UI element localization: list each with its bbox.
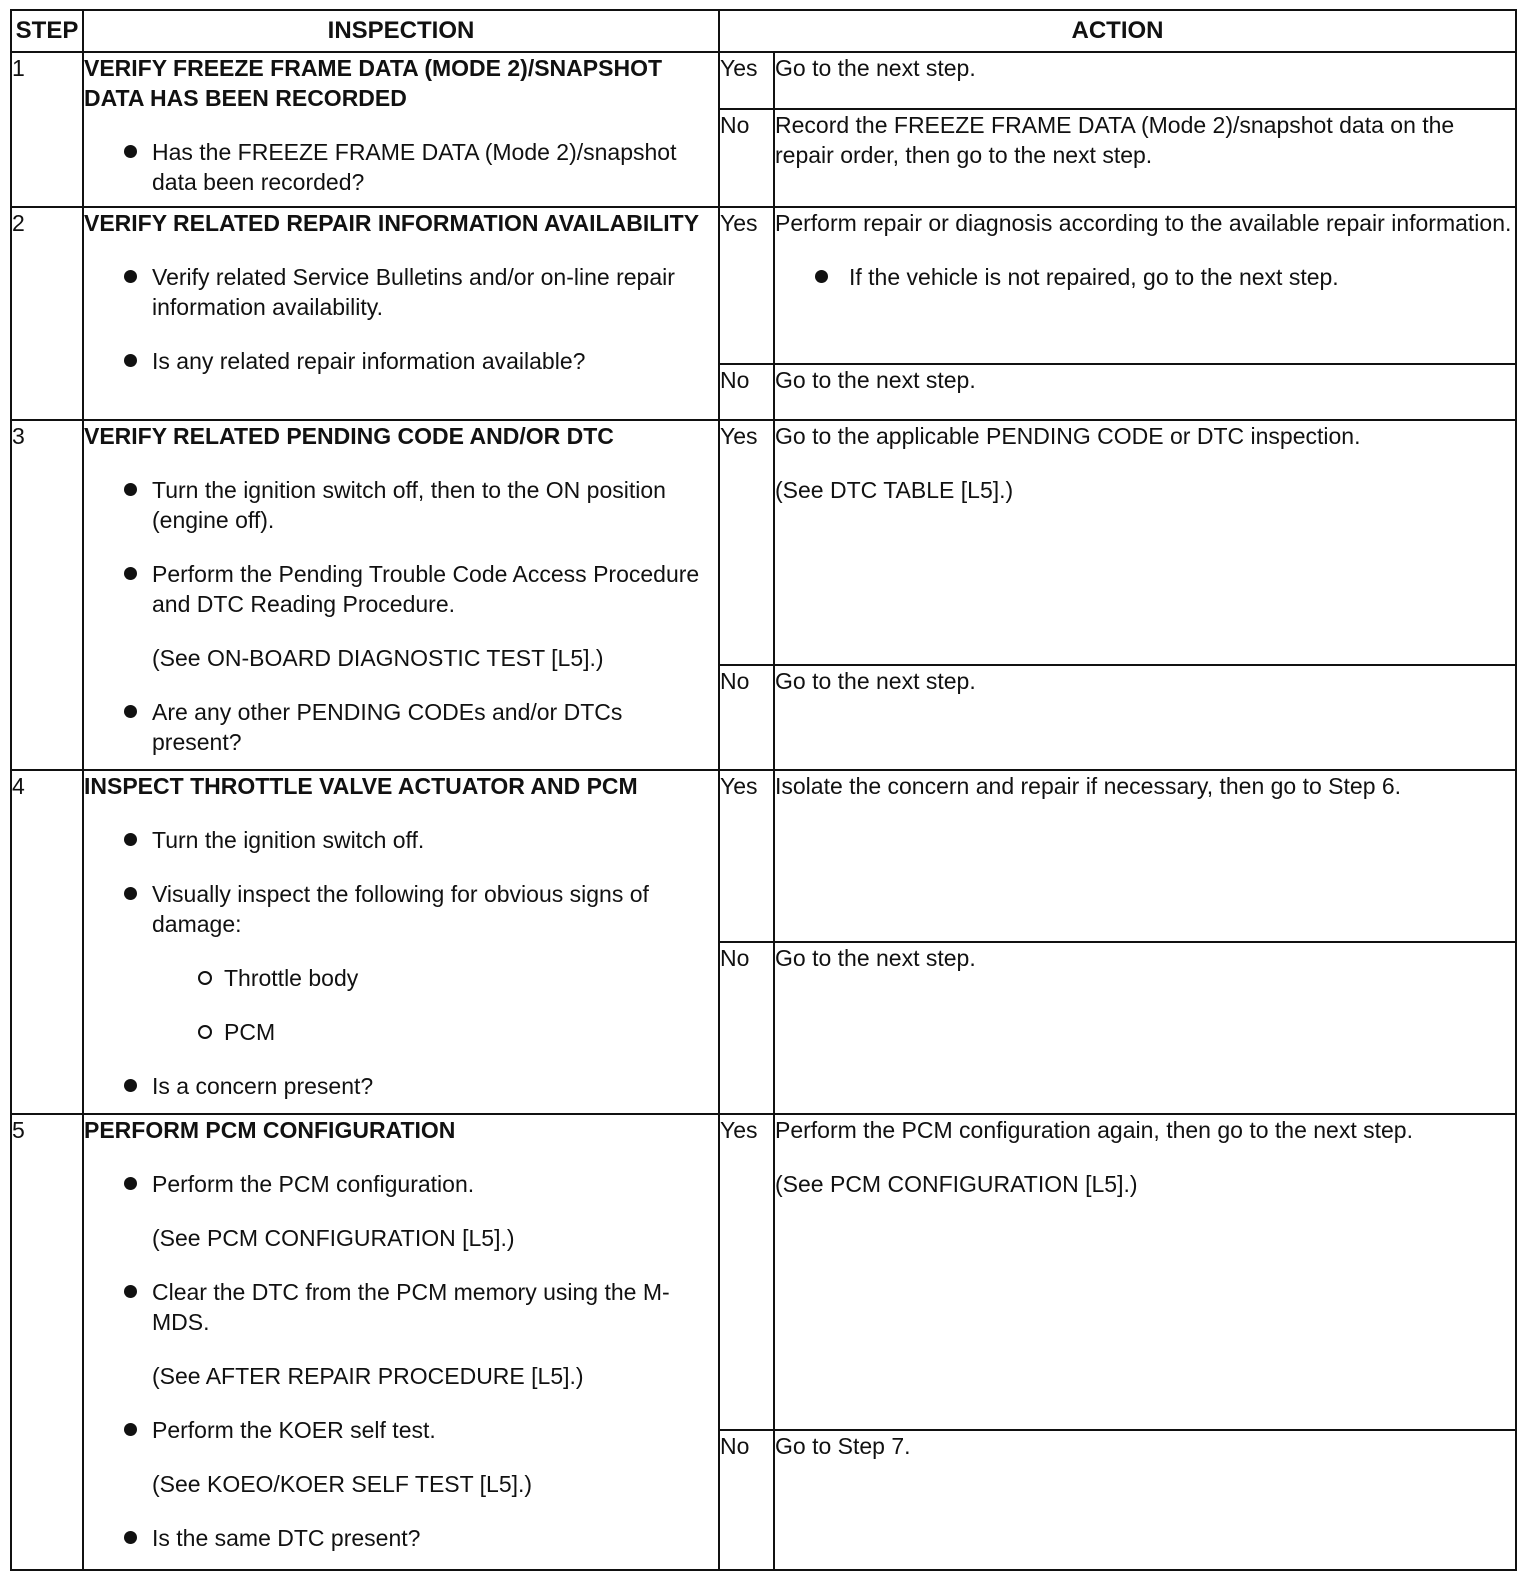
no-label: No bbox=[719, 665, 774, 770]
inspection-subitem: PCM bbox=[84, 1017, 718, 1047]
inspection-title: VERIFY RELATED PENDING CODE AND/OR DTC bbox=[84, 423, 614, 449]
diagnostic-procedure-sheet bbox=[10, 9, 1515, 1571]
reference-note: (See ON-BOARD DIAGNOSTIC TEST [L5].) bbox=[152, 645, 604, 671]
inspection-title: INSPECT THROTTLE VALVE ACTUATOR AND PCM bbox=[84, 773, 638, 799]
inspection-table bbox=[10, 9, 1517, 1571]
bullet-icon bbox=[124, 483, 137, 496]
inspection-item: Perform the PCM configuration. bbox=[84, 1169, 718, 1199]
inspection-item: Is any related repair information available? bbox=[84, 346, 718, 376]
no-action: Go to Step 7. bbox=[774, 1430, 1516, 1570]
bullet-icon bbox=[124, 705, 137, 718]
inspection-item: Turn the ignition switch off, then to the ON position (engine off). bbox=[84, 475, 718, 535]
no-label: No bbox=[719, 109, 774, 207]
table-row bbox=[11, 1114, 1516, 1430]
yes-action: Perform the PCM configuration again, then go to the next step. (See PCM CONFIGURATION [L5].) bbox=[774, 1114, 1516, 1430]
yes-label: Yes bbox=[719, 52, 774, 109]
bullet-icon bbox=[124, 887, 137, 900]
table-row bbox=[11, 207, 1516, 364]
table-row bbox=[11, 770, 1516, 942]
header-action: ACTION bbox=[719, 10, 1516, 52]
bullet-icon bbox=[815, 270, 828, 283]
inspection-cell bbox=[83, 52, 719, 207]
inspection-subitem: Throttle body bbox=[84, 963, 718, 993]
bullet-icon bbox=[124, 833, 137, 846]
table-row bbox=[11, 52, 1516, 109]
yes-label: Yes bbox=[719, 420, 774, 665]
step-number: 3 bbox=[11, 420, 83, 770]
no-label: No bbox=[719, 942, 774, 1114]
inspection-item: Are any other PENDING CODEs and/or DTCs present? bbox=[84, 697, 718, 757]
no-action: Go to the next step. bbox=[774, 942, 1516, 1114]
inspection-title: VERIFY RELATED REPAIR INFORMATION AVAILABILITY bbox=[84, 210, 700, 236]
table-header-row bbox=[11, 10, 1516, 52]
inspection-item: Visually inspect the following for obvious signs of damage: bbox=[84, 879, 718, 939]
reference-note: (See PCM CONFIGURATION [L5].) bbox=[775, 1171, 1138, 1197]
inspection-item: Turn the ignition switch off. bbox=[84, 825, 718, 855]
reference-note: (See DTC TABLE [L5].) bbox=[775, 477, 1014, 503]
action-bullet: If the vehicle is not repaired, go to the next step. bbox=[775, 262, 1515, 292]
no-label: No bbox=[719, 364, 774, 420]
inspection-item: Has the FREEZE FRAME DATA (Mode 2)/snapshot data been recorded? bbox=[84, 137, 718, 197]
yes-action: Go to the next step. bbox=[774, 52, 1516, 109]
inspection-title: VERIFY FREEZE FRAME DATA (MODE 2)/SNAPSHOT DATA HAS BEEN RECORDED bbox=[84, 55, 663, 111]
inspection-item: Perform the Pending Trouble Code Access Procedure and DTC Reading Procedure. bbox=[84, 559, 718, 619]
no-action: Record the FREEZE FRAME DATA (Mode 2)/snapshot data on the repair order, then go to the next step. bbox=[774, 109, 1516, 207]
hollow-bullet-icon bbox=[198, 971, 212, 985]
step-number: 2 bbox=[11, 207, 83, 420]
inspection-cell bbox=[83, 207, 719, 420]
header-step: STEP bbox=[11, 10, 83, 52]
bullet-icon bbox=[124, 1423, 137, 1436]
reference-note: (See AFTER REPAIR PROCEDURE [L5].) bbox=[152, 1363, 584, 1389]
inspection-item: Clear the DTC from the PCM memory using the M-MDS. bbox=[84, 1277, 718, 1337]
bullet-icon bbox=[124, 270, 137, 283]
inspection-item: Is a concern present? bbox=[84, 1071, 718, 1101]
bullet-icon bbox=[124, 354, 137, 367]
bullet-icon bbox=[124, 567, 137, 580]
inspection-title: PERFORM PCM CONFIGURATION bbox=[84, 1117, 456, 1143]
step-number: 4 bbox=[11, 770, 83, 1114]
inspection-item: Is the same DTC present? bbox=[84, 1523, 718, 1553]
table-row bbox=[11, 420, 1516, 665]
yes-action: Isolate the concern and repair if necessary, then go to Step 6. bbox=[774, 770, 1516, 942]
yes-label: Yes bbox=[719, 207, 774, 364]
yes-label: Yes bbox=[719, 770, 774, 942]
step-number: 5 bbox=[11, 1114, 83, 1570]
inspection-item: Verify related Service Bulletins and/or on-line repair information availability. bbox=[84, 262, 718, 322]
bullet-icon bbox=[124, 1079, 137, 1092]
yes-action: Perform repair or diagnosis according to the available repair information. If the vehicle is not repaired, go to the next step. bbox=[774, 207, 1516, 364]
step-number: 1 bbox=[11, 52, 83, 207]
inspection-cell bbox=[83, 1114, 719, 1570]
bullet-icon bbox=[124, 1177, 137, 1190]
bullet-icon bbox=[124, 145, 137, 158]
no-action: Go to the next step. bbox=[774, 364, 1516, 420]
reference-note: (See PCM CONFIGURATION [L5].) bbox=[152, 1225, 515, 1251]
hollow-bullet-icon bbox=[198, 1025, 212, 1039]
header-inspection: INSPECTION bbox=[83, 10, 719, 52]
no-action: Go to the next step. bbox=[774, 665, 1516, 770]
yes-action: Go to the applicable PENDING CODE or DTC inspection. (See DTC TABLE [L5].) bbox=[774, 420, 1516, 665]
bullet-icon bbox=[124, 1285, 137, 1298]
inspection-item: Perform the KOER self test. bbox=[84, 1415, 718, 1445]
yes-label: Yes bbox=[719, 1114, 774, 1430]
bullet-icon bbox=[124, 1531, 137, 1544]
inspection-cell bbox=[83, 420, 719, 770]
no-label: No bbox=[719, 1430, 774, 1570]
reference-note: (See KOEO/KOER SELF TEST [L5].) bbox=[152, 1471, 533, 1497]
inspection-cell bbox=[83, 770, 719, 1114]
